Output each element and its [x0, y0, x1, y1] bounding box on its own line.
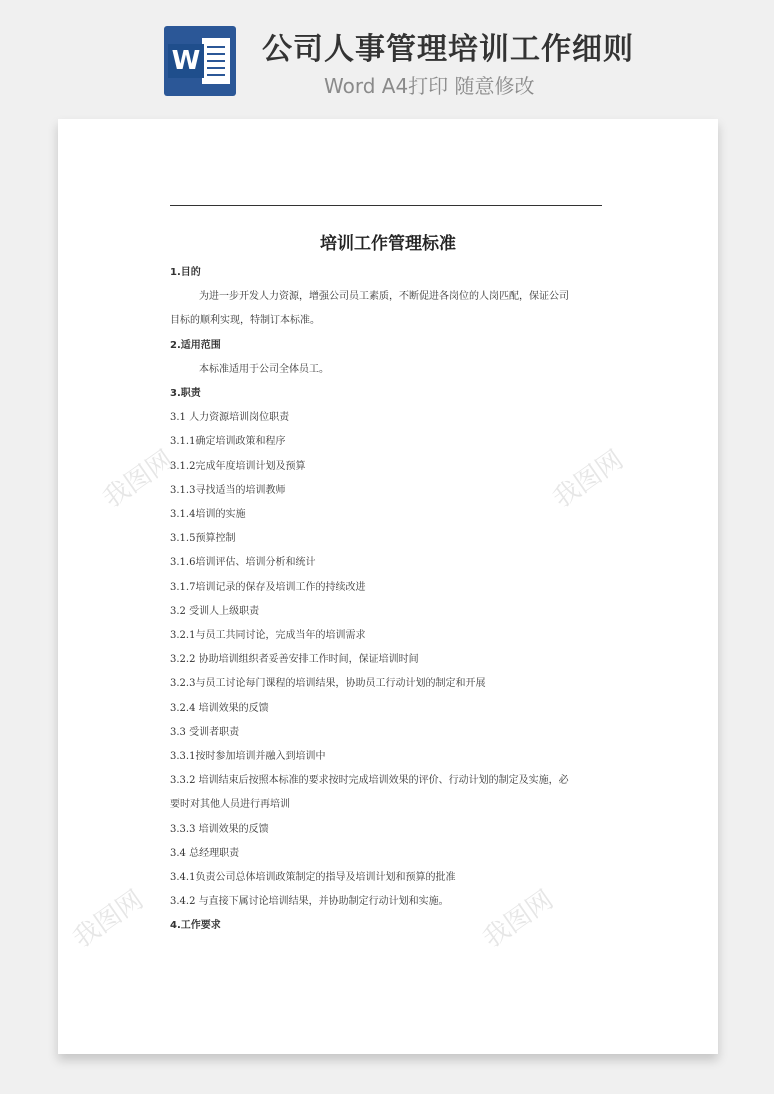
body-line: 3.1.3寻找适当的培训教师	[170, 484, 286, 496]
watermark: 我图网	[97, 444, 179, 515]
body-line: 3.1.1确定培训政策和程序	[170, 436, 286, 448]
body-line: 3.1.4培训的实施	[170, 509, 246, 520]
body-line: 3.1.7培训记录的保存及培训工作的持续改进	[170, 581, 366, 593]
body-line: 3.2.2 协助培训组织者妥善安排工作时间，保证培训时间	[170, 654, 419, 666]
body-line: 3.1 人力资源培训岗位职责	[170, 412, 290, 424]
body-line: 3.4.1负责公司总体培训政策制定的指导及培训计划和预算的批准	[170, 872, 456, 883]
section-heading: 2.适用范围	[170, 339, 221, 351]
body-line: 3.3.2 培训结束后按照本标准的要求按时完成培训效果的评价、行动计划的制定及实施，必	[170, 775, 569, 787]
word-icon	[164, 26, 236, 96]
body-line: 3.2 受训人上级职责	[170, 605, 260, 617]
body-line: 为进一步开发人力资源，增强公司员工素质，不断促进各岗位的人岗匹配，保证公司	[199, 291, 569, 303]
body-line: 目标的顺利实现，特制订本标准。	[170, 315, 320, 327]
body-line: 3.3.3 培训效果的反馈	[170, 823, 269, 835]
body-line: 3.2.4 培训效果的反馈	[170, 702, 269, 714]
watermark: 我图网	[547, 444, 629, 515]
watermark: 我图网	[67, 884, 149, 955]
body-line: 要时对其他人员进行再培训	[170, 799, 290, 811]
body-line: 3.1.2完成年度培训计划及预算	[170, 460, 306, 472]
body-line: 3.4 总经理职责	[170, 847, 240, 859]
body-line: 3.2.1与员工共同讨论，完成当年的培训需求	[170, 630, 366, 641]
body-line: 本标准适用于公司全体员工。	[199, 363, 329, 375]
body-line: 3.2.3与员工讨论每门课程的培训结果，协助员工行动计划的制定和开展	[170, 678, 486, 690]
body-line: 3.4.2 与直接下属讨论培训结果，并协助制定行动计划和实施。	[170, 896, 449, 908]
banner-title: 公司人事管理培训工作细则	[262, 32, 634, 67]
body-line: 3.3.1按时参加培训并融入到培训中	[170, 751, 326, 762]
body-line: 3.1.5预算控制	[170, 533, 236, 545]
section-heading: 1.目的	[170, 267, 201, 278]
section-heading: 3.职责	[170, 388, 201, 399]
header-rule	[170, 205, 602, 206]
document-lines-icon	[202, 38, 230, 84]
watermark: 我图网	[477, 884, 559, 955]
section-heading: 4.工作要求	[170, 920, 221, 932]
banner-subtitle: Word A4打印 随意修改	[324, 74, 535, 98]
body-line: 3.3 受训者职责	[170, 726, 240, 738]
document-page	[58, 119, 718, 1054]
word-letter: W	[168, 44, 204, 78]
document-title: 培训工作管理标准	[320, 234, 456, 254]
banner-header	[0, 0, 774, 110]
body-line: 3.1.6培训评估、培训分析和统计	[170, 557, 316, 569]
